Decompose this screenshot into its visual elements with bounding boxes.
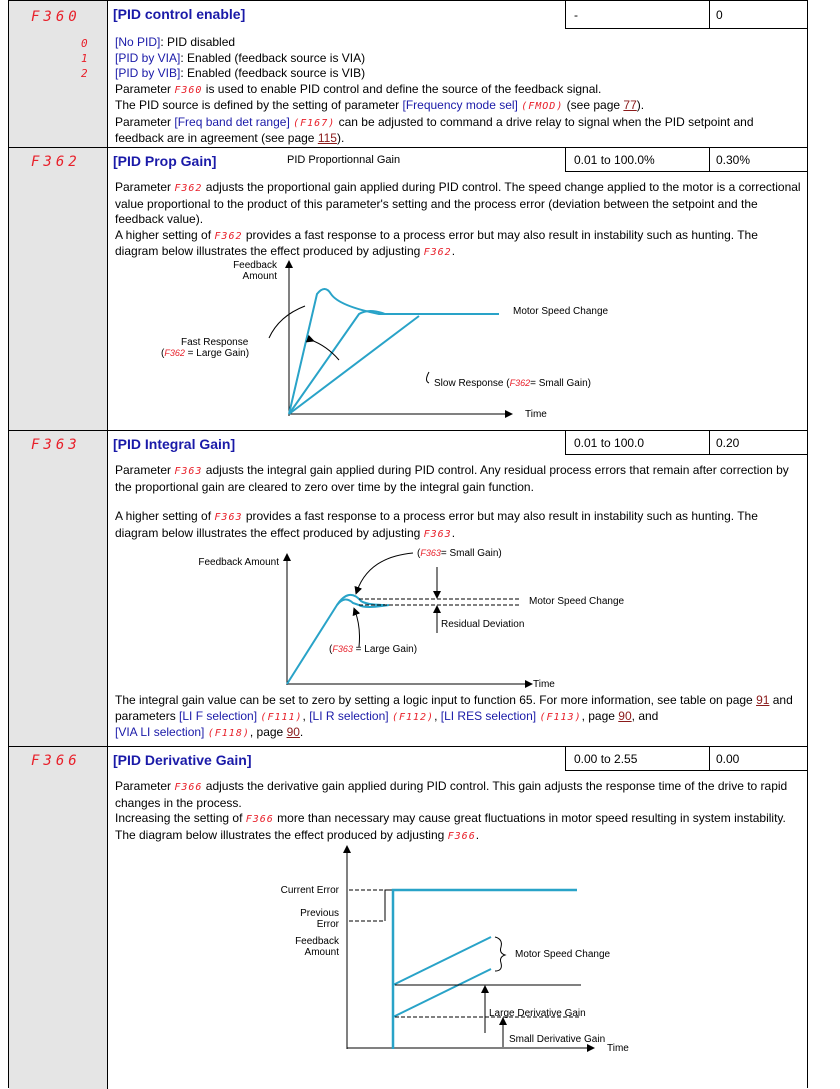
section-f363 (9, 430, 807, 747)
small-gain-response (393, 969, 491, 1017)
derivative-gain-diagram (259, 843, 659, 1055)
paragraph: The integral gain value can be set to zero by setting a logic input to function 65. For more information, see table on page 91 and parameters [LI F selection] (F111), [LI R selection] (F112), [LI RES selection] (F113), page 90, and (115, 693, 793, 723)
code-cell (9, 431, 108, 747)
current-error-label: Current Error (280, 885, 339, 896)
small-gain-label: (F363= Small Gain) (417, 548, 502, 559)
y-axis-label: Feedback Amount (198, 557, 279, 568)
range-cell: 0.01 to 100.0% (565, 148, 710, 172)
parameter-title: [PID Prop Gain] (113, 153, 217, 169)
description (115, 180, 801, 261)
paragraph: Parameter F366 adjusts the derivative gain applied during PID control. This gain adjusts the response time of the drive to rapid changes in the process. (115, 779, 788, 810)
code-cell (9, 747, 108, 1089)
feedback-amount-label: Amount (304, 947, 339, 958)
range-cell: 0.00 to 2.55 (565, 747, 710, 771)
slow-response-label: Slow Response (F362= Small Gain) (434, 378, 591, 389)
paragraph: The PID source is defined by the setting of parameter [Frequency mode sel] (FMOD) (see page 77). (115, 98, 645, 112)
description (115, 35, 801, 147)
slow-leader-line (427, 372, 430, 383)
y-axis-label: Feedback (233, 260, 277, 271)
default-cell: 0.30% (710, 148, 807, 172)
code-cell (9, 1, 108, 148)
previous-error-label: Error (316, 919, 339, 930)
residual-deviation-label: Residual Deviation (441, 619, 525, 630)
default-cell: 0.00 (710, 747, 807, 771)
option-value: 2 (81, 67, 88, 80)
page-link[interactable]: 77 (623, 98, 637, 112)
default-cell: 0 (710, 1, 807, 29)
code-cell (9, 148, 108, 431)
medium-response-curve (289, 311, 499, 414)
feedback-amount-label: Feedback (295, 936, 339, 947)
small-gain-label: Small Derivative Gain (509, 1034, 606, 1045)
x-axis-label: Time (533, 679, 555, 690)
large-gain-leader (355, 611, 360, 647)
page-link[interactable]: 91 (756, 693, 770, 707)
range-cell: 0.01 to 100.0 (565, 431, 710, 455)
paragraph: A higher setting of F363 provides a fast response to a process error but may also result in instability such as hunting. The diagram below illustrates the effect produced by adjusting F363. (115, 509, 758, 540)
paragraph: Parameter F360 is used to enable PID control and define the source of the feedback signal. (115, 81, 602, 96)
parameter-code: F366 (31, 753, 81, 769)
proportional-gain-diagram (129, 256, 649, 426)
page-link[interactable]: 90 (618, 708, 632, 723)
y-axis-label: Amount (242, 271, 277, 282)
paragraph: Parameter F362 adjusts the proportional gain applied during PID control. The speed change applied to the motor is a correctional value proportional to the product of this parameter's setting and the process error (deviation between the setpoint and the feedback value). (115, 180, 801, 226)
section-f362 (9, 147, 807, 431)
description (115, 463, 801, 542)
page-link[interactable]: 115 (317, 131, 337, 145)
fast-leader-line (269, 306, 305, 338)
default-cell: 0.20 (710, 431, 807, 455)
small-gain-leader (357, 553, 413, 591)
motor-speed-label: Motor Speed Change (515, 949, 611, 960)
page-link[interactable]: 90 (286, 725, 300, 739)
paragraph: Parameter [Freq band det range] (F167) can be adjusted to command a drive relay to signal when the PID setpoint and feedback are in agreement (see page 115). (115, 114, 754, 145)
parameter-code: F363 (31, 437, 81, 453)
large-gain-response (393, 937, 491, 985)
previous-error-label: Previous (300, 908, 339, 919)
description-continued (115, 693, 801, 742)
small-gain-curve (287, 595, 385, 684)
description (115, 779, 801, 844)
speed-change-brace (495, 937, 505, 971)
fast-response-gain: (F362 = Large Gain) (161, 348, 250, 359)
parameter-subtitle: PID Proportionnal Gain (287, 154, 401, 166)
large-gain-curve (337, 599, 389, 607)
paragraph: Increasing the setting of F366 more than necessary may cause great fluctuations in motor speed resulting in system instability. The diagram below illustrates the effect produced by adjusting F366. (115, 811, 786, 842)
parameter-table (8, 0, 808, 1088)
motor-speed-label: Motor Speed Change (529, 596, 625, 607)
integral-gain-diagram (189, 547, 649, 693)
option-line: [No PID]: PID disabled (115, 35, 236, 49)
range-cell: - (565, 1, 710, 29)
x-axis-label: Time (607, 1043, 629, 1054)
error-step-outline (385, 890, 577, 921)
option-line: [PID by VIB]: Enabled (feedback source is VIB) (115, 66, 366, 80)
option-value: 1 (81, 52, 88, 65)
section-f360 (9, 0, 807, 148)
option-value: 0 (81, 37, 88, 50)
section-f366 (9, 746, 807, 1089)
fast-response-label: Fast Response (181, 337, 249, 348)
paragraph: Parameter F363 adjusts the integral gain applied during PID control. Any residual process errors that remain after correction by the proportional gain are cleared to zero over time by the integral gain function. (115, 463, 789, 494)
paragraph: A higher setting of F362 provides a fast response to a process error but may also result in instability such as hunting. The diagram below illustrates the effect produced by adjusting F362. (115, 227, 758, 258)
parameter-code: F360 (31, 9, 81, 25)
large-gain-label: Large Derivative Gain (489, 1008, 586, 1019)
parameter-code: F362 (31, 154, 81, 170)
large-gain-label: (F363 = Large Gain) (329, 644, 418, 655)
paragraph: [VIA LI selection] (F118), page 90. (115, 725, 304, 739)
fast-response-curve (289, 289, 499, 414)
option-line: [PID by VIA]: Enabled (feedback source is VIA) (115, 50, 366, 65)
parameter-title: [PID Integral Gain] (113, 436, 236, 452)
parameter-title: [PID Derivative Gain] (113, 752, 252, 768)
parameter-title: [PID control enable] (113, 6, 246, 22)
x-axis-label: Time (525, 409, 547, 420)
motor-speed-label: Motor Speed Change (513, 306, 609, 317)
